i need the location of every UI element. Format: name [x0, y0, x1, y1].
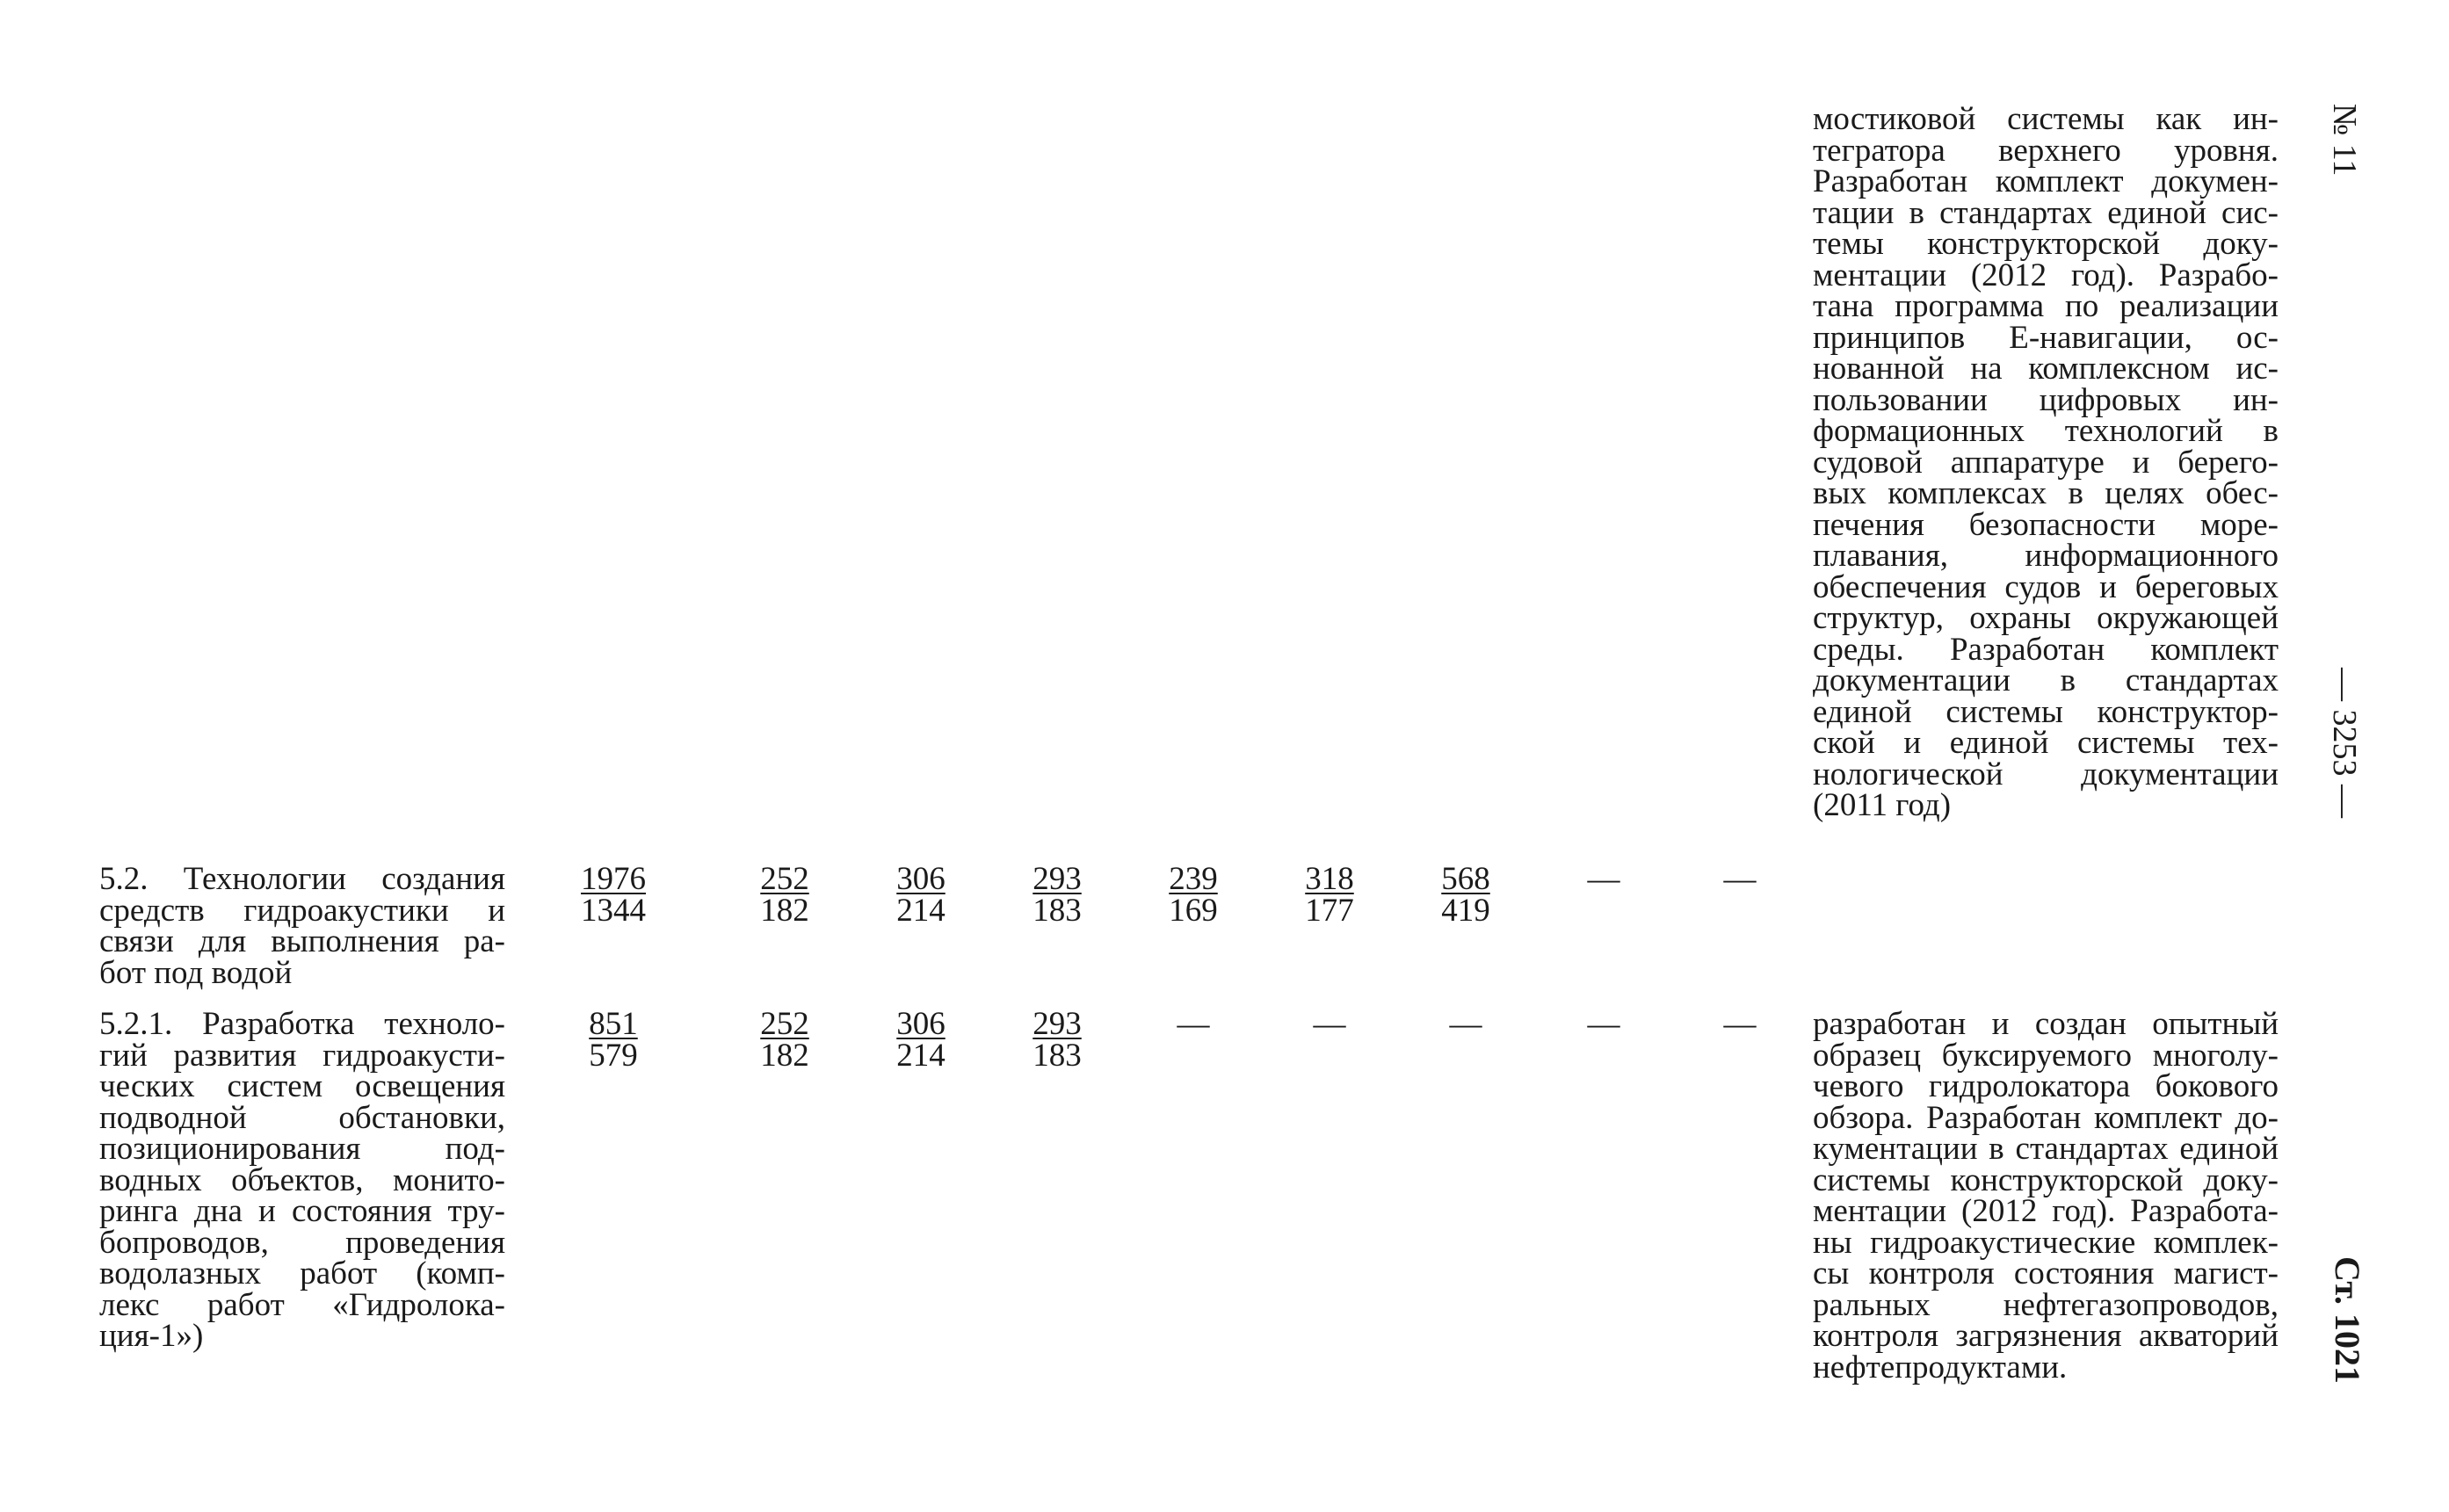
note-line: темы конструкторской доку-	[1813, 226, 2279, 262]
value-denominator: 183	[1032, 893, 1082, 929]
empty-cell-dash: —	[1449, 1006, 1482, 1042]
row-5-2-1-label	[99, 1006, 505, 1354]
note-line: судовой аппаратуре и берего-	[1813, 444, 2279, 481]
label-line: ческих систем освещения	[99, 1068, 505, 1104]
note-line: кументации в стандартах единой	[1813, 1131, 2279, 1167]
value-numerator: 851	[589, 1006, 638, 1042]
note-line: нологической документации	[1813, 756, 2279, 792]
label-line: гий развития гидроакусти-	[99, 1037, 505, 1074]
note-line: формационных технологий в	[1813, 413, 2279, 449]
empty-cell-dash: —	[1723, 861, 1757, 897]
label-line: водолазных работ (комп-	[99, 1255, 505, 1291]
note-line: ментации (2012 год). Разработа-	[1813, 1193, 2279, 1229]
value-denominator: 419	[1441, 893, 1490, 929]
note-line: системы конструкторской доку-	[1813, 1161, 2279, 1198]
note-line: структур, охраны окружающей	[1813, 600, 2279, 636]
empty-cell-dash: —	[1587, 1006, 1620, 1042]
note-line: чевого гидролокатора бокового	[1813, 1068, 2279, 1104]
note-line: сы контроля состояния магист-	[1813, 1255, 2279, 1291]
row-5-2-total	[561, 861, 666, 929]
note-line: обзора. Разработан комплект до-	[1813, 1099, 2279, 1136]
note-line: Разработан комплект докумен-	[1813, 163, 2279, 199]
value-denominator: 177	[1305, 893, 1354, 929]
note-line: ментации (2012 год). Разрабо-	[1813, 257, 2279, 293]
value-numerator: 239	[1169, 861, 1218, 897]
label-line: ринга дна и состояния тру-	[99, 1193, 505, 1229]
note-line: ской и единой системы тех-	[1813, 725, 2279, 761]
row-5-2-1-total	[561, 1006, 666, 1074]
label-line: связи для выполнения ра-	[99, 923, 505, 959]
label-line: средств гидроакустики и	[99, 892, 505, 929]
row-5-2-year-6	[1413, 861, 1518, 929]
note-line: обеспечения судов и береговых	[1813, 568, 2279, 605]
label-line: бот под водой	[99, 954, 293, 991]
note-line: разработан и создан опытный	[1813, 1006, 2279, 1042]
value-numerator: 318	[1305, 861, 1354, 897]
note-line: тана программа по реализации	[1813, 288, 2279, 324]
note-line: вых комплексах в целях обес-	[1813, 475, 2279, 511]
empty-cell-dash: —	[1587, 861, 1620, 897]
value-denominator: 182	[760, 1038, 809, 1074]
note-line: среды. Разработан комплект	[1813, 631, 2279, 668]
issue-number: № 11	[2326, 104, 2363, 177]
row-5-2-1-year-3	[1004, 1006, 1110, 1074]
row-5-2-year-4	[1141, 861, 1246, 929]
value-denominator: 183	[1032, 1038, 1082, 1074]
label-line: позиционирования под-	[99, 1131, 505, 1167]
label-line: ция-1»)	[99, 1318, 204, 1354]
label-line: лекс работ «Гидролока-	[99, 1286, 505, 1323]
note-line: тации в стандартах единой сис-	[1813, 194, 2279, 231]
note-line: ральных нефтегазопроводов,	[1813, 1286, 2279, 1323]
empty-cell-dash: —	[1313, 1006, 1346, 1042]
row-5-2-year-2	[868, 861, 974, 929]
note-line: мостиковой системы как ин-	[1813, 101, 2279, 137]
label-line: 5.2. Технологии создания	[99, 861, 505, 897]
value-numerator: 293	[1032, 1006, 1082, 1042]
value-numerator: 252	[760, 1006, 809, 1042]
label-line: бопроводов, проведения	[99, 1224, 505, 1261]
row-5-2-year-1	[732, 861, 837, 929]
value-numerator: 1976	[581, 861, 646, 897]
note-line: единой системы конструктор-	[1813, 693, 2279, 730]
row-5-2-year-3	[1004, 861, 1110, 929]
row-5-2-1-year-2	[868, 1006, 974, 1074]
note-line: (2011 год)	[1813, 787, 1952, 823]
note-line: принципов Е-навигации, ос-	[1813, 319, 2279, 356]
page-number: — 3253 —	[2326, 668, 2363, 818]
empty-cell-dash: —	[1177, 1006, 1210, 1042]
value-denominator: 169	[1169, 893, 1218, 929]
value-numerator: 306	[896, 861, 946, 897]
row-5-2-1-year-1	[732, 1006, 837, 1074]
note-line: ны гидроакустические комплек-	[1813, 1224, 2279, 1261]
note-line: пользовании цифровых ин-	[1813, 381, 2279, 418]
continued-note	[1813, 101, 2279, 823]
row-5-2-label	[99, 861, 505, 991]
note-line: нефтепродуктами.	[1813, 1349, 2068, 1385]
empty-cell-dash: —	[1723, 1006, 1757, 1042]
note-line: образец буксируемого многолу-	[1813, 1037, 2279, 1074]
note-line: плавания, информационного	[1813, 538, 2279, 574]
value-numerator: 293	[1032, 861, 1082, 897]
note-line: нованной на комплексном ис-	[1813, 351, 2279, 387]
value-numerator: 252	[760, 861, 809, 897]
row-5-2-1-note	[1813, 1006, 2279, 1385]
value-numerator: 568	[1441, 861, 1490, 897]
value-denominator: 579	[589, 1038, 638, 1074]
label-line: 5.2.1. Разработка техноло-	[99, 1006, 505, 1042]
label-line: водных объектов, монито-	[99, 1161, 505, 1198]
row-5-2-year-5	[1277, 861, 1382, 929]
note-line: контроля загрязнения акваторий	[1813, 1318, 2279, 1354]
note-line: документации в стандартах	[1813, 662, 2279, 698]
value-denominator: 182	[760, 893, 809, 929]
value-numerator: 306	[896, 1006, 946, 1042]
note-line: тегратора верхнего уровня.	[1813, 132, 2279, 169]
value-denominator: 1344	[581, 893, 646, 929]
article-number: Ст. 1021	[2328, 1256, 2367, 1384]
label-line: подводной обстановки,	[99, 1099, 505, 1136]
value-denominator: 214	[896, 1038, 946, 1074]
value-denominator: 214	[896, 893, 946, 929]
note-line: печения безопасности море-	[1813, 506, 2279, 543]
